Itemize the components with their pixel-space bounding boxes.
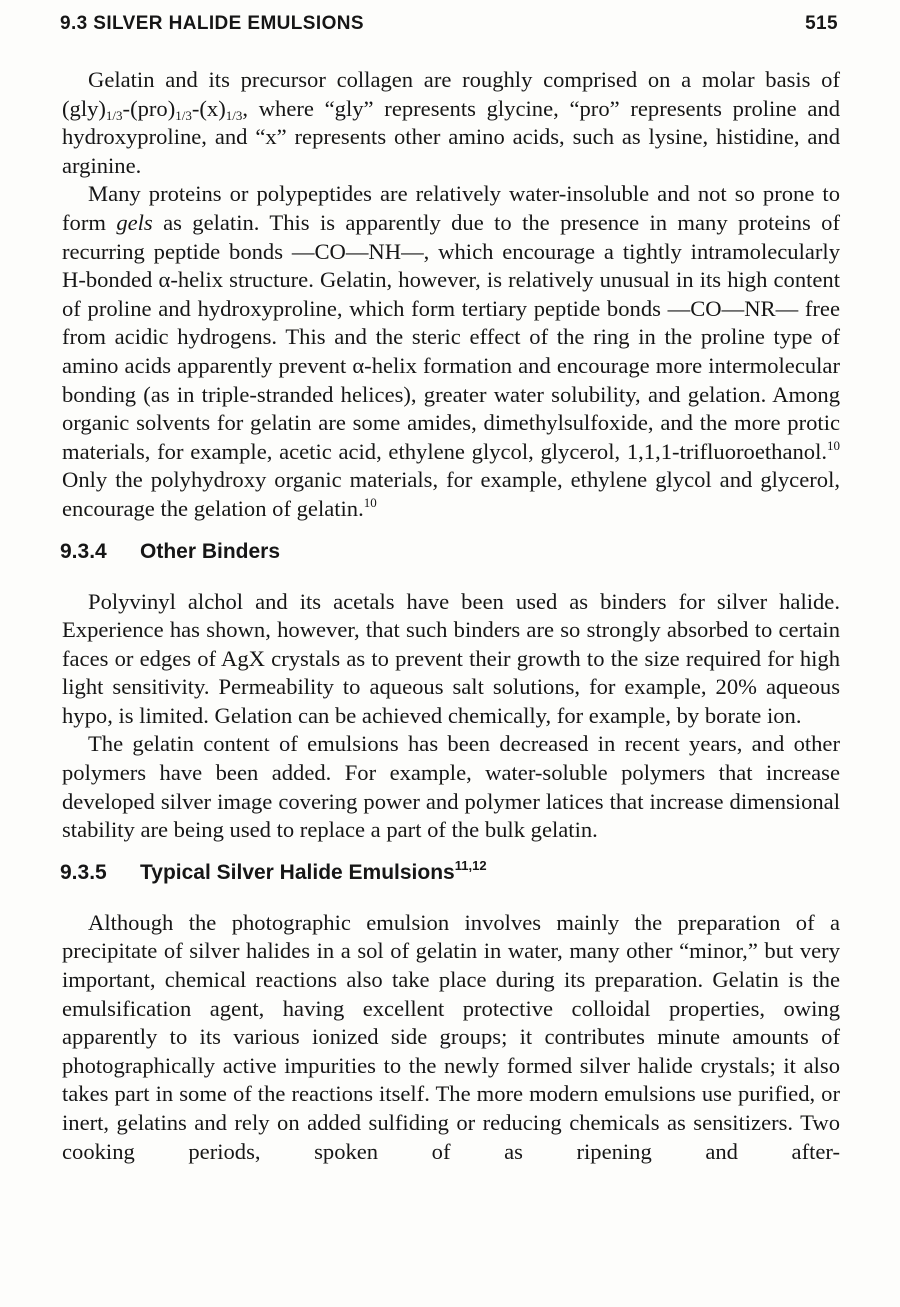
text-run: Only the polyhydroxy organic materials, for example, ethylene glycol and glycerol, encourage the gelation of gelatin. [62,467,840,521]
paragraph-photographic-emulsion: Although the photographic emulsion involves mainly the preparation of a precipitate of silver halides in a sol of gelatin in water, many other “minor,” but very important, chemical reactions also take place during its preparation. Gelatin is the emulsification agent, having excellent protective colloidal properties, owing apparently to its various ionized side groups; it contributes minute amounts of photographically active impurities to the newly formed silver halide crystals; it also takes part in some of the reactions itself. The more modern emulsions use purified, or inert, gelatins and rely on added sulfiding or reducing chemicals as sensitizers. Two cooking periods, spoken of as ripening and after- [62,909,840,1164]
section-number: 9.3.4 [60,539,107,563]
running-head-section-title: 9.3 SILVER HALIDE EMULSIONS [60,13,364,34]
paragraph-gelatin-composition [62,66,840,180]
section-title: Typical Silver Halide Emulsions [140,860,455,884]
italic-term: gels [116,209,153,235]
text-run: Many proteins or polypeptides are relatively water-insoluble and not so prone to form [62,181,840,235]
reference-superscript: 10 [363,494,377,510]
subscript: 1/3 [225,107,243,123]
text-run: -(x) [191,95,226,121]
text-run: as gelatin. This is apparently due to the presence in many proteins of recurring peptide bonds —CO—NH—, which encourage a tightly intramolecularly H-bonded α-helix structure. Gelatin, however, is relatively unusual in its high content of proline and hydroxyproline, which form tertiary peptide bonds —CO—NR— free from acidic hydrogens. This and the steric effect of the ring in the proline type of amino acids apparently prevent α-helix formation and encourage more intermolecular bonding (as in triple-stranded helices), greater water solubility, and gelation. Among organic solvents for gelatin are some amides, dimethylsulfoxide, and the more protic materials, for example, acetic acid, ethylene glycol, glycerol, 1,1,1-trifluoroethanol. [62,209,840,464]
reference-superscript: 10 [827,437,840,453]
paragraph-proteins-gels [62,180,840,523]
section-heading-9-3-4 [60,538,840,566]
page-body [62,66,840,1166]
reference-superscript: 11,12 [454,857,487,873]
text-run: Gelatin and its precursor collagen are roughly comprised on a molar basis of (gly) [62,67,840,121]
paragraph-gelatin-content: The gelatin content of emulsions has been decreased in recent years, and other polymers have been added. For example, water-soluble polymers that increase developed silver image covering power and polymer latices that increase dimensional stability are being used to replace a part of the bulk gelatin. [62,731,840,843]
running-head [60,10,838,38]
text-run: , where “gly” represents glycine, “pro” represents proline and hydroxyproline, and “x” represents other amino acids, such as lysine, histidine, and arginine. [62,95,840,178]
section-number: 9.3.5 [60,860,107,884]
subscript: 1/3 [105,107,123,123]
text-run: -(pro) [122,95,176,121]
page-number: 515 [805,13,838,34]
paragraph-polyvinyl-binders: Polyvinyl alchol and its acetals have been used as binders for silver halide. Experience has shown, however, that such binders are so strongly absorbed to certain faces or edges of AgX crystals as to prevent their growth to the size required for high light sensitivity. Permeability to aqueous salt solutions, for example, 20% aqueous hypo, is limited. Gelation can be achieved chemically, for example, by borate ion. [62,588,840,728]
section-heading-9-3-5 [60,859,840,887]
section-title: Other Binders [140,539,281,563]
subscript: 1/3 [175,107,192,123]
